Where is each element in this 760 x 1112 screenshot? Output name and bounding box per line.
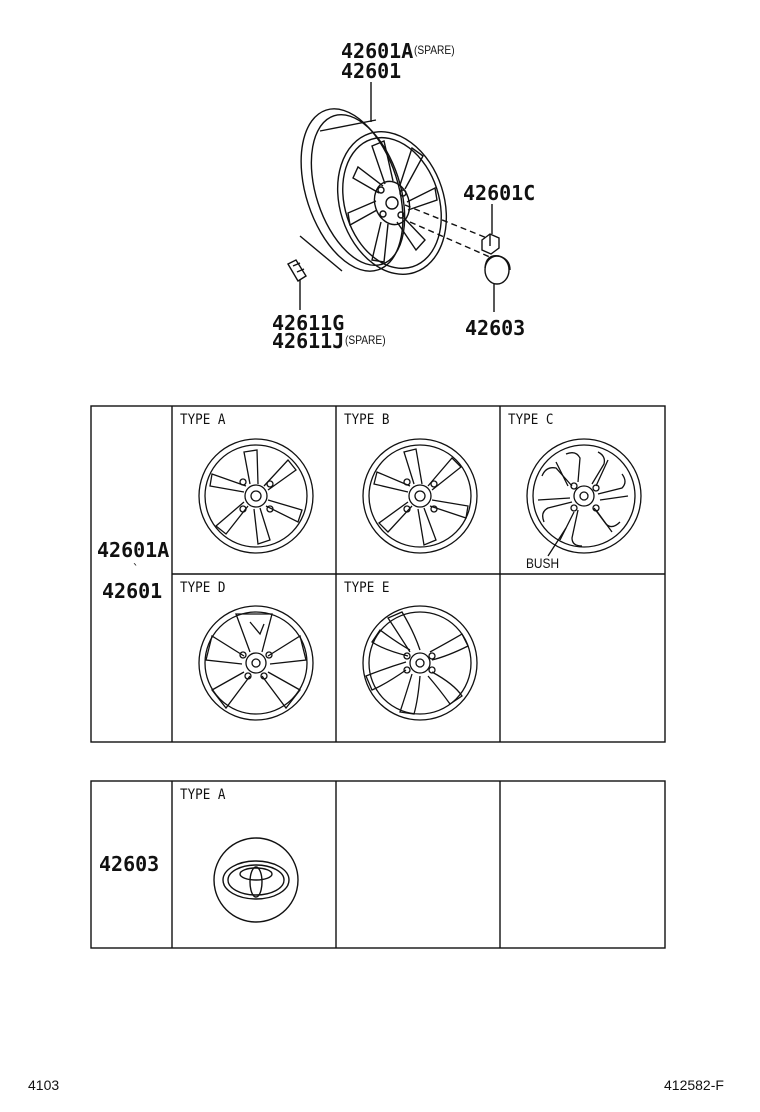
valve-part-number: 42611G bbox=[272, 311, 345, 335]
footer-left-code: 4103 bbox=[28, 1077, 60, 1093]
bush-label: BUSH bbox=[526, 555, 560, 571]
cap-part-number: 42603 bbox=[465, 316, 526, 340]
wheel-part-number: 42601 bbox=[341, 59, 402, 83]
type-e-wheel-drawing bbox=[363, 606, 477, 720]
footer-right-code: 412582-F bbox=[664, 1077, 724, 1093]
spare-wheel-part-number: 42601A bbox=[341, 39, 414, 63]
wheel-table-row-label-1: 42601A bbox=[97, 538, 170, 562]
cap-dashed-line bbox=[410, 222, 492, 258]
type-c-wheel-drawing bbox=[527, 439, 641, 556]
type-b-wheel-drawing bbox=[363, 439, 477, 553]
type-a-cap-drawing bbox=[214, 838, 298, 922]
type-b-label: TYPE B bbox=[344, 412, 390, 428]
valve-stem-drawing bbox=[288, 260, 306, 281]
valve-spare-suffix-label: (SPARE) bbox=[345, 333, 386, 347]
cap-type-a-label: TYPE A bbox=[180, 787, 226, 803]
type-d-wheel-drawing bbox=[199, 606, 313, 720]
valve-spare-part-number: 42611J bbox=[272, 329, 345, 353]
type-d-label: TYPE D bbox=[180, 580, 226, 596]
spare-suffix-label: (SPARE) bbox=[414, 43, 455, 57]
cap-table-row-label: 42603 bbox=[99, 852, 160, 876]
type-c-label: TYPE C bbox=[508, 412, 554, 428]
wheel-table-row-label-2: 42601 bbox=[102, 579, 163, 603]
wheel-table-row-label-separator: ` bbox=[132, 562, 140, 576]
type-a-wheel-drawing bbox=[199, 439, 313, 553]
type-a-label: TYPE A bbox=[180, 412, 226, 428]
cap-table-grid bbox=[91, 781, 665, 948]
nut-part-number: 42601C bbox=[463, 181, 536, 205]
type-e-label: TYPE E bbox=[344, 580, 390, 596]
center-cap-drawing bbox=[485, 256, 510, 284]
main-wheel-drawing bbox=[282, 96, 464, 289]
